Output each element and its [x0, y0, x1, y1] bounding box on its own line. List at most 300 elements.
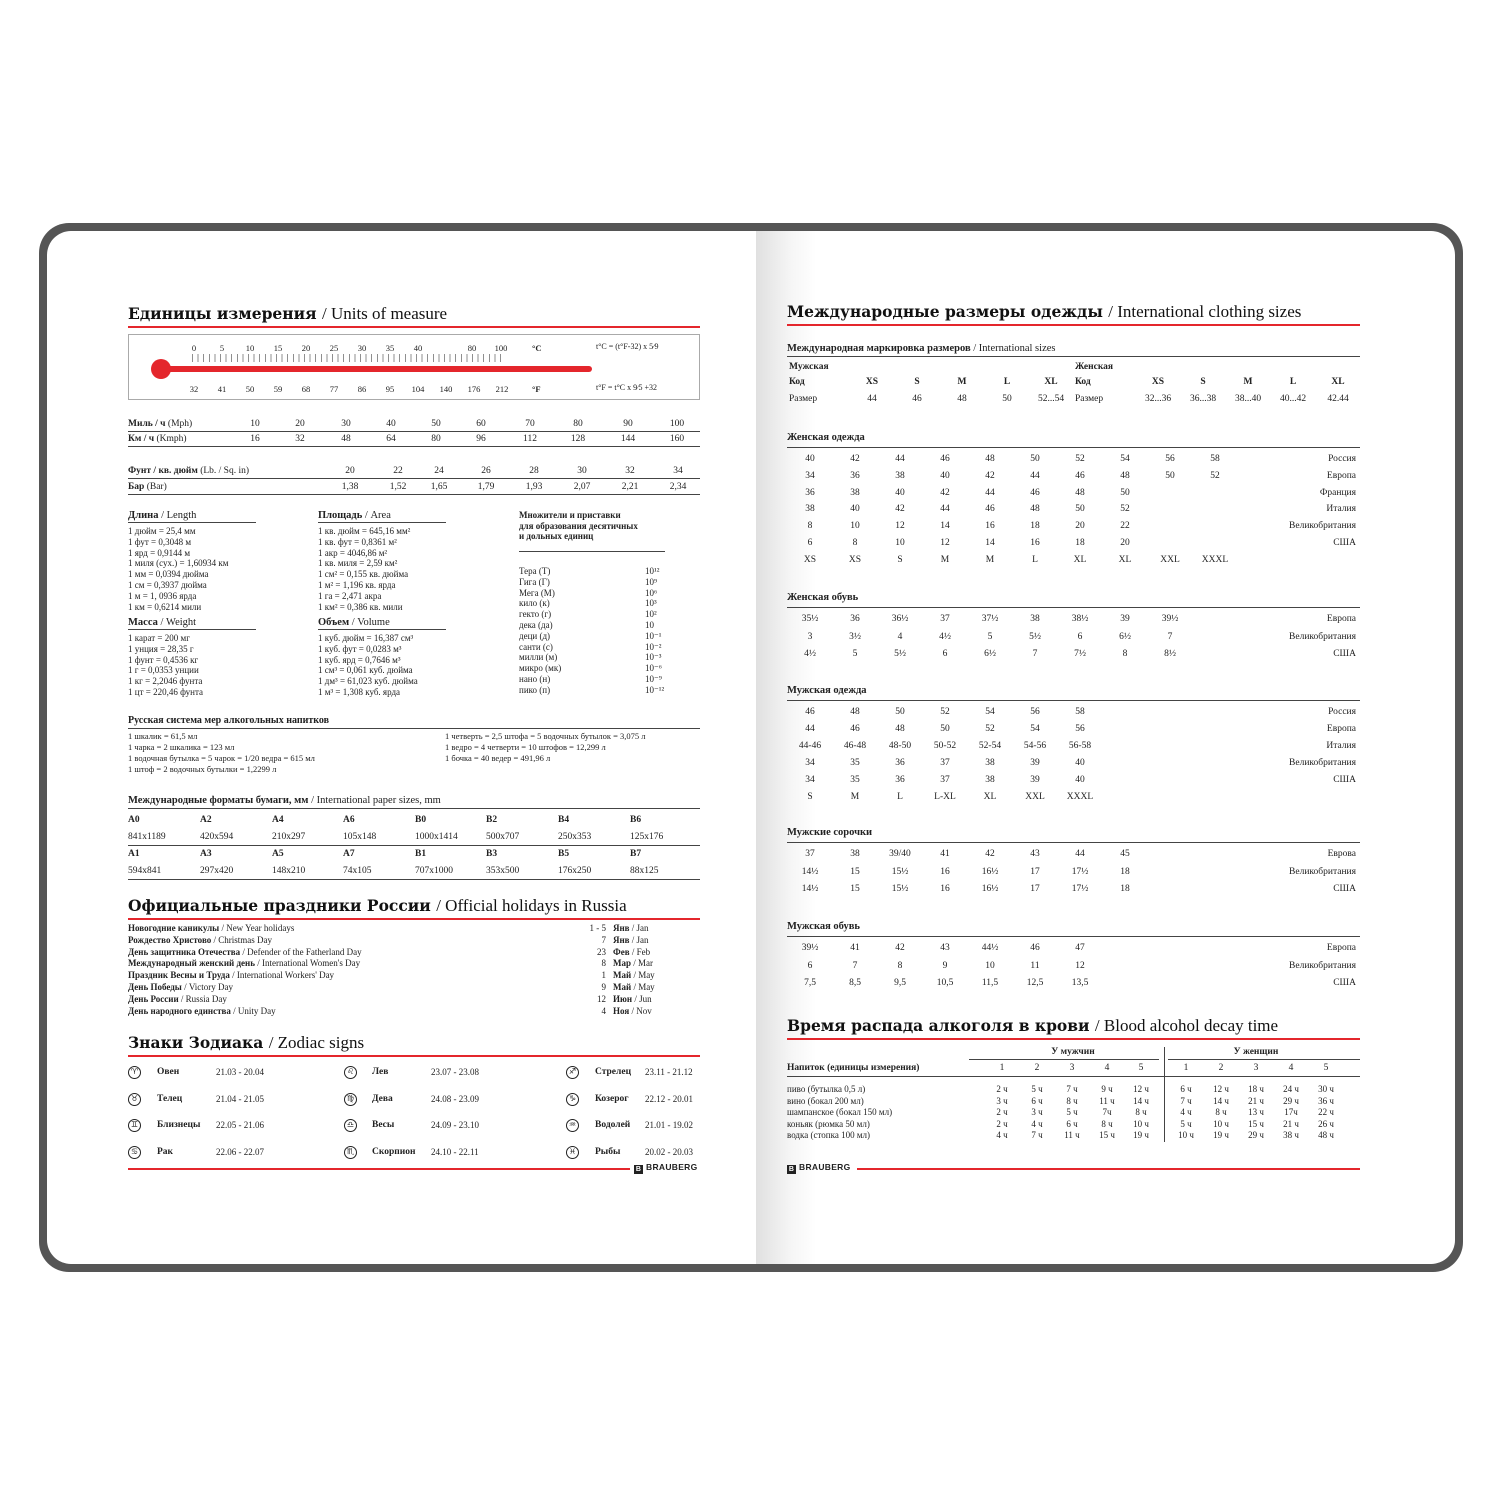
area-item: 1 кв. миля = 2,59 км²	[318, 558, 398, 569]
celsius-tick-label: 30	[357, 343, 367, 353]
women-shoes-rule	[787, 607, 1360, 608]
zodiac-dates: 23.11 - 21.12	[645, 1067, 693, 1077]
alcohol-rule	[787, 1038, 1360, 1040]
prefix-name: дека (да)	[519, 620, 553, 630]
alcohol-men-hours: 7 ч	[1066, 1084, 1078, 1094]
men-clothing-country: Великобритания	[1289, 758, 1356, 768]
psi-value: 32	[625, 466, 635, 476]
prefix-factor: 10⁻⁹	[645, 674, 662, 684]
fahrenheit-tick-label: 86	[357, 384, 367, 394]
paper-format-label: B6	[630, 815, 642, 825]
men-shoes-rule	[787, 936, 1360, 937]
kmh-value: 128	[570, 434, 586, 444]
celsius-tick-label: 15	[273, 343, 283, 353]
women-clothing-value: XL	[1118, 554, 1132, 565]
alcohol-units-title: Русская система мер алкогольных напитков	[128, 715, 330, 726]
women-clothing-value: 14	[940, 521, 950, 532]
kmh-value: 32	[295, 434, 305, 444]
volume-title-ru: Объем	[318, 617, 352, 628]
paper-format-label: A6	[343, 815, 355, 825]
prefix-title: Множители и приставки	[519, 510, 621, 520]
holiday-name-ru: День защитника Отечества	[128, 946, 243, 957]
alcohol-men-hours: 11 ч	[1064, 1130, 1080, 1140]
women-shoes-country: Великобритания	[1289, 631, 1356, 642]
volume-item: 1 куб. ярд = 0,7646 м³	[318, 654, 401, 665]
men-shoes-value: 41	[850, 943, 860, 953]
mph-label-ru: Миль / ч	[128, 419, 168, 429]
prefix-title: и дольных единиц	[519, 531, 594, 541]
holidays-heading	[128, 896, 627, 916]
zodiac-name: Овен	[157, 1067, 180, 1077]
women-code-label: Код	[1075, 377, 1091, 387]
women-shoes-value: 5½	[894, 649, 906, 659]
men-shoes-value: 8	[897, 960, 903, 971]
length-underline	[128, 522, 256, 523]
holiday-month-en: / Jan	[631, 923, 649, 933]
psi-label	[128, 466, 249, 476]
women-clothing-value: 18	[1030, 521, 1040, 532]
prefix-factor: 10⁻¹²	[645, 684, 665, 695]
holiday-name-ru: День Победы	[128, 982, 185, 992]
zodiac-name: Стрелец	[595, 1067, 632, 1077]
alcohol-men-hours: 7 ч	[1031, 1130, 1043, 1140]
women-clothing-value: 56	[1165, 454, 1175, 464]
men-shirts-country: Великобритания	[1289, 866, 1356, 877]
men-clothing-value: 39	[1030, 758, 1040, 768]
women-clothing-value: M	[940, 554, 950, 565]
women-clothing-value: 20	[1120, 538, 1130, 548]
zodiac-icon: ♋	[128, 1146, 141, 1159]
paper-format-label: B7	[630, 849, 642, 859]
zodiac-dates: 21.04 - 21.05	[216, 1093, 264, 1104]
celsius-tick-label: 80	[467, 343, 477, 353]
women-clothing-value: 50	[1075, 504, 1085, 515]
men-clothing-country: Европа	[1326, 724, 1356, 734]
volume-item: 1 куб. дюйм = 16,387 см³	[318, 633, 414, 643]
bar-value: 1,93	[525, 482, 543, 492]
men-shirts-value: 38	[850, 849, 860, 859]
alcohol-women-hours: 19 ч	[1213, 1130, 1229, 1140]
men-shoes-value: 11	[1030, 960, 1040, 971]
bar-value: 1,52	[389, 482, 407, 492]
men-clothing-value: 52-54	[978, 741, 1002, 751]
women-shoes-value: 36½	[891, 614, 909, 624]
women-clothing-value: 8	[807, 521, 813, 532]
women-clothing-value: 50	[1165, 470, 1175, 481]
men-clothing-value: 56	[1075, 724, 1085, 734]
alcohol-women-hours: 21 ч	[1283, 1118, 1299, 1129]
volume-item: 1 см³ = 0,061 куб. дюйма	[318, 665, 413, 676]
area-title-ru: Площадь	[318, 510, 365, 521]
paper-format-label: A4	[272, 815, 284, 825]
alcohol-men-hours: 8 ч	[1135, 1107, 1147, 1117]
alcohol-women-hours: 29 ч	[1248, 1130, 1264, 1140]
men-clothing-value: M	[850, 792, 860, 802]
women-size-label: Размер	[1075, 394, 1104, 404]
women-clothing-country: Великобритания	[1289, 521, 1356, 532]
paper-format-size: 707x1000	[415, 866, 453, 876]
alcohol-women-hours: 22 ч	[1318, 1107, 1334, 1117]
fahrenheit-unit: °F	[532, 384, 541, 394]
prefix-factor: 10¹²	[645, 566, 660, 576]
paper-format-size: 353x500	[486, 866, 520, 876]
women-clothing-value: 46	[1075, 470, 1085, 481]
zodiac-icon: ♏	[344, 1146, 357, 1159]
bar-value: 2,21	[621, 482, 639, 492]
paper-rule-mid	[128, 845, 700, 846]
women-clothing-value: 52	[1075, 454, 1085, 464]
holiday-day: 1 - 5	[589, 923, 606, 933]
holiday-month-en: / Jan	[631, 934, 649, 945]
women-clothing-value: 16	[985, 521, 995, 532]
alcohol-col-header: 2	[1218, 1063, 1224, 1073]
kmh-divider	[128, 446, 700, 447]
mph-value: 70	[525, 419, 535, 429]
prefix-factor: 10⁹	[645, 576, 658, 587]
alcohol-men-hours: 5 ч	[1066, 1107, 1078, 1117]
bar-value: 1,65	[430, 482, 448, 492]
holiday-name	[128, 982, 233, 992]
men-clothing-value: 54	[985, 707, 995, 717]
alcohol-women-hours: 17ч	[1284, 1107, 1298, 1117]
women-clothing-value: 8	[852, 538, 858, 548]
women-clothing-title: Женская одежда	[787, 432, 865, 443]
alcohol-men-hours: 7ч	[1102, 1107, 1112, 1117]
men-clothing-value: 36	[895, 758, 905, 768]
units-rule	[128, 326, 700, 328]
mass-item: 1 кг = 2,2046 фунта	[128, 676, 203, 687]
women-clothing-value: 46	[985, 504, 995, 515]
holiday-month	[613, 947, 650, 957]
women-shoes-value: 39½	[1161, 614, 1179, 624]
zodiac-name: Близнецы	[157, 1120, 201, 1130]
zodiac-name: Рыбы	[595, 1146, 621, 1157]
men-shoes-value: 10,5	[936, 978, 954, 988]
alcohol-men-hours: 14 ч	[1133, 1095, 1149, 1106]
holiday-name	[128, 958, 360, 968]
area-item: 1 см² = 0,155 кв. дюйма	[318, 569, 409, 580]
fahrenheit-tick-label: 104	[411, 384, 425, 394]
alcohol-women-hours: 13 ч	[1248, 1107, 1264, 1117]
prefix-name: санти (с)	[519, 641, 553, 652]
holiday-name-en: / Victory Day	[184, 982, 234, 992]
women-clothing-value: 34	[805, 470, 815, 481]
alcohol-men-hours: 12 ч	[1133, 1084, 1149, 1094]
length-item: 1 ярд = 0,9144 м	[128, 547, 191, 558]
zodiac-name: Водолей	[595, 1120, 631, 1130]
mass-title-ru: Масса	[128, 617, 161, 628]
men-shirts-value: 18	[1120, 884, 1130, 894]
fahrenheit-tick-label: 95	[385, 384, 395, 394]
men-clothing-country: США	[1333, 775, 1356, 785]
alcohol-women-hours: 36 ч	[1318, 1095, 1334, 1106]
intl-sizes-rule	[787, 356, 1360, 357]
men-code: XL	[1044, 377, 1058, 387]
men-clothing-value: XXL	[1025, 792, 1045, 802]
mass-title	[128, 617, 196, 628]
alcohol-women-hours: 10 ч	[1213, 1118, 1229, 1129]
psi-value: 22	[393, 466, 403, 476]
area-item: 1 м² = 1,196 кв. ярда	[318, 580, 396, 590]
women-clothing-value: 40	[940, 470, 950, 481]
alcohol-men-hours: 19 ч	[1133, 1130, 1149, 1140]
men-clothing-value: 48-50	[888, 741, 912, 751]
zodiac-dates: 21.01 - 19.02	[645, 1120, 693, 1130]
celsius-tick-label: 0	[191, 343, 197, 353]
paper-rule	[128, 808, 700, 809]
women-clothing-value: 48	[1030, 504, 1040, 515]
men-clothing-value: S	[807, 792, 813, 802]
alcohol-men-hours: 2 ч	[996, 1118, 1008, 1129]
men-shirts-value: 37	[805, 849, 815, 859]
women-clothing-value: 48	[1075, 487, 1085, 498]
holiday-name-ru: Рождество Христово	[128, 934, 214, 945]
women-clothing-value: 44	[985, 487, 995, 498]
celsius-tick-label: 40	[413, 343, 423, 353]
zodiac-dates: 24.10 - 22.11	[431, 1146, 479, 1157]
women-clothing-value: 38	[850, 487, 860, 498]
paper-format-size: 500x707	[486, 832, 520, 842]
alcohol-women-hours: 21 ч	[1248, 1095, 1264, 1106]
clothing-heading-ru: Международные размеры одежды	[787, 302, 1109, 321]
holiday-month-en: / Mar	[633, 958, 653, 969]
alcohol-drink: водка (стопка 100 мл)	[787, 1130, 871, 1140]
holiday-name	[128, 947, 362, 957]
women-clothing-country: Европа	[1326, 470, 1356, 481]
women-clothing-value: 50	[1030, 454, 1040, 464]
men-clothing-value: 52	[985, 724, 995, 734]
men-shoes-value: 11,5	[981, 978, 999, 988]
women-clothing-value: 42	[985, 470, 995, 481]
men-clothing-value: 52	[940, 707, 950, 717]
volume-item: 1 дм³ = 61,023 куб. дюйма	[318, 676, 418, 687]
men-clothing-value: 37	[940, 775, 950, 785]
men-clothing-title: Мужская одежда	[787, 685, 867, 696]
prefix-name: Тера (Т)	[519, 566, 551, 576]
psi-value: 28	[529, 466, 539, 476]
men-clothing-value: 50	[940, 724, 950, 734]
women-clothing-value: 44	[940, 504, 950, 515]
women-size: 32...36	[1144, 394, 1172, 404]
women-size: 42.44	[1327, 394, 1349, 404]
brand-logo-mark: B	[635, 1166, 642, 1173]
volume-title	[318, 617, 390, 628]
bar-label-ru: Бар	[128, 482, 147, 492]
men-shirts-value: 18	[1120, 866, 1130, 877]
bar-value: 1,38	[341, 482, 359, 492]
men-clothing-value: 40	[1075, 758, 1085, 768]
holiday-month-en: / Nov	[631, 1005, 652, 1016]
women-clothing-value: M	[985, 554, 995, 565]
men-shoes-value: 12,5	[1026, 978, 1044, 988]
women-clothing-value: 36	[805, 487, 815, 498]
zodiac-dates: 21.03 - 20.04	[216, 1067, 264, 1077]
men-clothing-value: 50-52	[933, 741, 957, 751]
fahrenheit-tick-label: 140	[439, 384, 453, 394]
women-shoes-title: Женская обувь	[787, 592, 859, 603]
area-item: 1 га = 2,471 акра	[318, 590, 382, 601]
men-clothing-value: 44-46	[798, 741, 822, 751]
men-clothing-value: L-XL	[934, 792, 956, 802]
area-item: 1 км² = 0,386 кв. мили	[318, 601, 403, 612]
men-clothing-value: 56-58	[1068, 741, 1092, 751]
men-shirts-value: 45	[1120, 849, 1130, 859]
area-item: 1 акр = 4046,86 м²	[318, 547, 388, 558]
alcohol-men-hours: 2 ч	[996, 1084, 1008, 1094]
zodiac-name: Весы	[372, 1120, 395, 1130]
prefix-name: гекто (г)	[519, 609, 552, 620]
alcohol-heading	[787, 1016, 1278, 1036]
holiday-month-ru: Май	[613, 982, 634, 992]
men-clothing-country: Россия	[1328, 707, 1356, 717]
zodiac-name: Лев	[372, 1067, 389, 1077]
zodiac-dates: 23.07 - 23.08	[431, 1067, 479, 1077]
men-clothing-value: L	[897, 792, 903, 802]
holiday-name-en: / Christmas Day	[213, 934, 273, 945]
kmh-value: 16	[250, 434, 260, 444]
psi-value: 24	[434, 466, 444, 476]
alcohol-men-hours: 11 ч	[1099, 1095, 1115, 1106]
women-shoes-value: 4½	[939, 631, 951, 642]
mass-item: 1 цт = 220,46 фунта	[128, 687, 204, 697]
paper-title	[128, 795, 441, 806]
women-clothing-value: 58	[1210, 454, 1220, 464]
men-shirts-country: Еврова	[1327, 849, 1356, 859]
psi-value: 30	[577, 466, 587, 476]
holiday-day: 12	[597, 993, 606, 1004]
zodiac-name: Дева	[372, 1093, 393, 1104]
units-heading-ru: Единицы измерения	[128, 304, 322, 323]
length-item: 1 мм = 0,0394 дюйма	[128, 569, 209, 580]
women-clothing-value: 52	[1120, 504, 1130, 515]
holidays-heading-ru: Официальные праздники России	[128, 896, 437, 915]
bar-label-en: (Bar)	[146, 482, 167, 492]
length-item: 1 см = 0,3937 дюйма	[128, 580, 207, 590]
men-clothing-value: 38	[985, 758, 995, 768]
men-code-label: Код	[789, 377, 805, 387]
men-shirts-value: 41	[940, 849, 950, 859]
men-clothing-rule	[787, 700, 1360, 701]
alcohol-col-header: 3	[1069, 1063, 1075, 1073]
mph-label-en: (Mph)	[167, 419, 193, 429]
intl-sizes-title-en: / International sizes	[973, 343, 1056, 354]
alcohol-men-hours: 4 ч	[996, 1130, 1008, 1140]
paper-format-size: 420x594	[200, 832, 234, 842]
women-size: 40...42	[1279, 394, 1307, 404]
psi-value: 34	[673, 466, 683, 476]
alcohol-men-label: У мужчин	[1051, 1047, 1095, 1057]
women-clothing-value: 42	[850, 454, 860, 464]
holiday-name-en: / International Workers' Day	[232, 970, 335, 981]
men-shoes-value: 6	[807, 960, 813, 971]
paper-format-size: 594x841	[128, 866, 162, 876]
women-clothing-rule	[787, 447, 1360, 448]
men-size-label: Размер	[789, 394, 818, 404]
women-shoes-value: 3½	[849, 631, 861, 642]
paper-format-label: B0	[415, 815, 427, 825]
women-shoes-value: 4½	[804, 649, 816, 659]
women-clothing-value: 54	[1120, 454, 1130, 464]
women-shoes-value: 37½	[981, 614, 999, 624]
paper-format-size: 297x420	[200, 866, 234, 876]
bar-divider	[128, 494, 700, 495]
holiday-month	[613, 970, 655, 980]
alcohol-heading-en: / Blood alcohol decay time	[1094, 1016, 1279, 1035]
women-clothing-value: 38	[805, 504, 815, 515]
alcohol-women-hours: 38 ч	[1283, 1130, 1299, 1140]
alcohol-col-header: 4	[1104, 1063, 1110, 1073]
paper-format-size: 88x125	[630, 866, 659, 876]
bar-value: 2,07	[573, 482, 591, 492]
celsius-tick-label: 100	[494, 343, 508, 353]
alcohol-unit-item: 1 бочка = 40 ведер = 491,96 л	[445, 753, 551, 763]
holiday-name	[128, 994, 227, 1004]
brand-logo-left	[634, 1162, 698, 1174]
men-clothing-value: 58	[1075, 707, 1085, 717]
bar-value: 2,34	[669, 482, 687, 492]
alcohol-header-rule	[787, 1076, 1360, 1077]
kmh-label-en: (Kmph)	[156, 434, 187, 444]
paper-format-size: 125x176	[630, 832, 664, 842]
women-shoes-value: 5½	[1029, 631, 1041, 642]
alcohol-women-hours: 29 ч	[1283, 1095, 1299, 1106]
men-shirts-value: 17½	[1071, 884, 1089, 894]
mph-value: 40	[386, 419, 396, 429]
women-shoes-value: 36	[850, 614, 860, 624]
women-shoes-value: 3	[807, 631, 813, 642]
women-clothing-country: Франция	[1319, 487, 1356, 498]
paper-format-size: 841x1189	[128, 832, 166, 842]
men-shoes-value: 7	[852, 960, 858, 971]
paper-format-size: 105x148	[343, 832, 377, 842]
fahrenheit-formula: t°F = t°C x 9⁄5 +32	[596, 383, 657, 392]
alcohol-men-hours: 8 ч	[1101, 1118, 1113, 1129]
prefix-title: для образования десятичных	[519, 520, 638, 531]
men-clothing-value: 46-48	[843, 741, 867, 751]
men-shoes-country: Европа	[1326, 943, 1356, 953]
celsius-unit: °C	[532, 343, 542, 353]
paper-format-size: 1000x1414	[415, 832, 458, 842]
mass-title-en: / Weight	[160, 617, 197, 628]
paper-format-label: A2	[200, 815, 212, 825]
holiday-day: 7	[601, 934, 606, 945]
clothing-heading	[787, 302, 1301, 322]
women-clothing-value: 14	[985, 538, 995, 548]
men-size: 46	[912, 394, 922, 404]
bar-label	[128, 482, 167, 492]
men-clothing-value: 48	[850, 707, 860, 717]
left-footer-rule	[128, 1168, 630, 1170]
fahrenheit-tick-label: 212	[495, 384, 509, 394]
kmh-value: 96	[476, 434, 486, 444]
alcohol-unit-item: 1 шкалик = 61,5 мл	[128, 731, 198, 741]
alcohol-women-label: У женщин	[1233, 1047, 1279, 1057]
volume-title-en: / Volume	[351, 617, 390, 628]
alcohol-drink: пиво (бутылка 0,5 л)	[787, 1084, 866, 1094]
men-shoes-value: 12	[1075, 960, 1085, 971]
mph-value: 10	[250, 419, 260, 429]
women-clothing-value: 48	[985, 454, 995, 464]
women-clothing-value: 6	[807, 538, 813, 548]
holiday-name-en: / Unity Day	[233, 1005, 276, 1016]
men-code: XS	[865, 377, 879, 387]
units-heading-en: / Units of measure	[321, 304, 448, 323]
alcohol-heading-ru: Время распада алкоголя в крови	[787, 1016, 1095, 1035]
paper-format-label: B4	[558, 815, 570, 825]
paper-format-label: A0	[128, 815, 140, 825]
area-title	[318, 510, 391, 521]
zodiac-dates: 22.06 - 22.07	[216, 1146, 264, 1157]
